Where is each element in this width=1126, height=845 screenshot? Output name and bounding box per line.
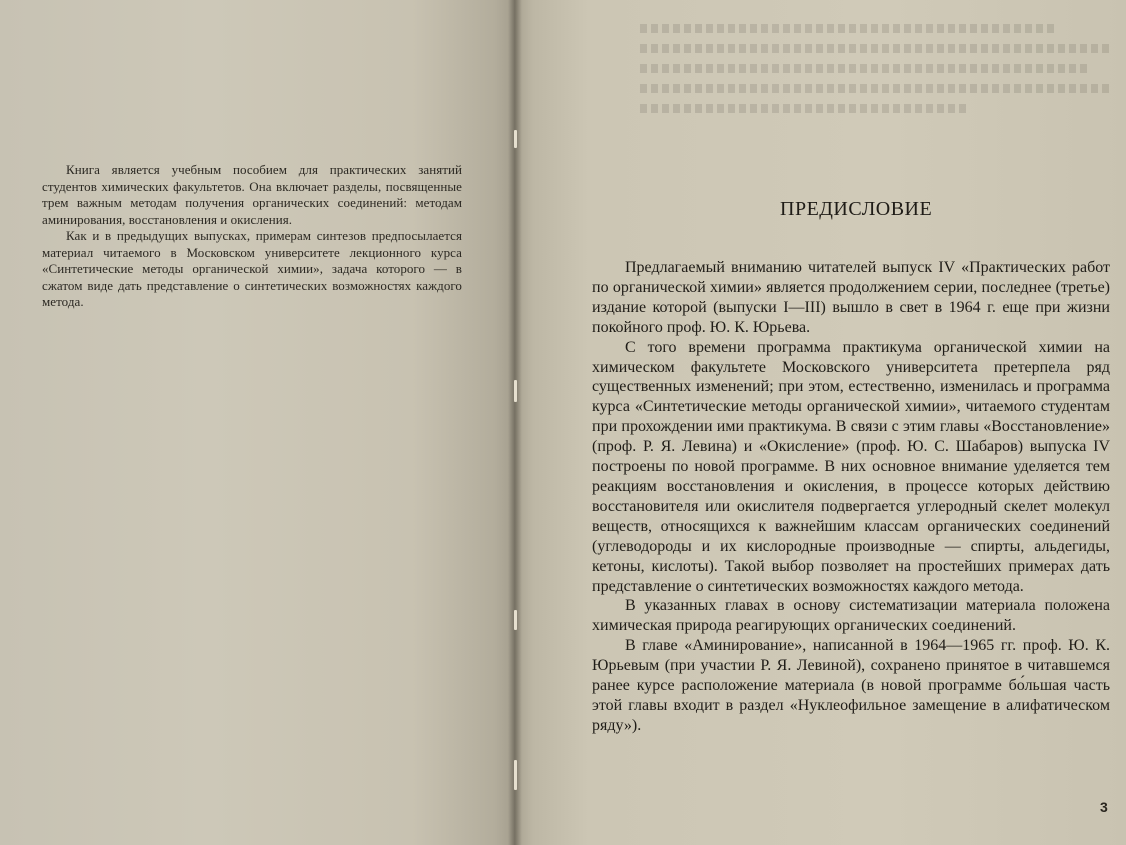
preface-paragraph: В указанных главах в основу систематизации материала положена химическая природа реагирующих органических соединений. [592,597,1110,635]
book-gutter [508,0,522,845]
binding-stitch [514,130,517,148]
preface-paragraph: В главе «Аминирование», написанной в 1964—1965 гг. проф. Ю. К. Юрьевым (при участии Р. Я. Левиной), сохранено принятое в читавшемся ранее курсе расположение материала (в новой программе бо́льшая часть этой главы входит в раздел «Нуклеофильное замещение в алифатическом ряду»). [592,637,1110,734]
book-annotation [42,162,462,311]
page-number: 3 [1100,799,1108,815]
binding-stitch [514,380,517,402]
annotation-paragraph: Как и в предыдущих выпусках, примерам синтезов предпосылается материал читаемого в Московском университете лекционного курса «Синтетические методы органической химии», задача которого — в сжатом виде дать представление о синтетических возможностях каждого метода. [42,228,462,309]
annotation-paragraph: Книга является учебным пособием для практических занятий студентов химических факультетов. Она включает разделы, посвященные трем важным методам получения органических соединений: методам аминирования, восстановления и окисления. [42,162,462,227]
binding-stitch [514,760,517,790]
show-through-text [640,18,1110,158]
preface-paragraph: С того времени программа практикума органической химии на химическом факультете Московского университета претерпела ряд существенных изменений; при этом, естественно, изменилась и программа курса «Синтетические методы органической химии», читаемого студентам при прохождении ими практикума. В связи с этим главы «Восстановление» (проф. Р. Я. Левина) и «Окисление» (проф. Ю. С. Шабаров) выпуска IV построены по новой программе. В них основное внимание уделяется тем реакциям восстановления и окисления, в процессе которых действию восстановителя или окислителя подвергается углеродный скелет молекул веществ, относящихся к важнейшим классам органических соединений (углеводороды и их кислородные производные — спирты, альдегиды, кетоны, кислоты). Такой выбор позволяет на простейших примерах дать представление о синтетических возможностях каждого метода. [592,338,1110,595]
preface-body [592,258,1110,736]
left-page [0,0,515,845]
preface-paragraph: Предлагаемый вниманию читателей выпуск IV «Практических работ по органической химии» является продолжением серии, последнее (третье) издание которой (выпуски I—III) вышло в свет в 1964 г. еще при жизни покойного проф. Ю. К. Юрьева. [592,259,1110,336]
binding-stitch [514,610,517,630]
preface-heading: ПРЕДИСЛОВИЕ [780,198,933,220]
